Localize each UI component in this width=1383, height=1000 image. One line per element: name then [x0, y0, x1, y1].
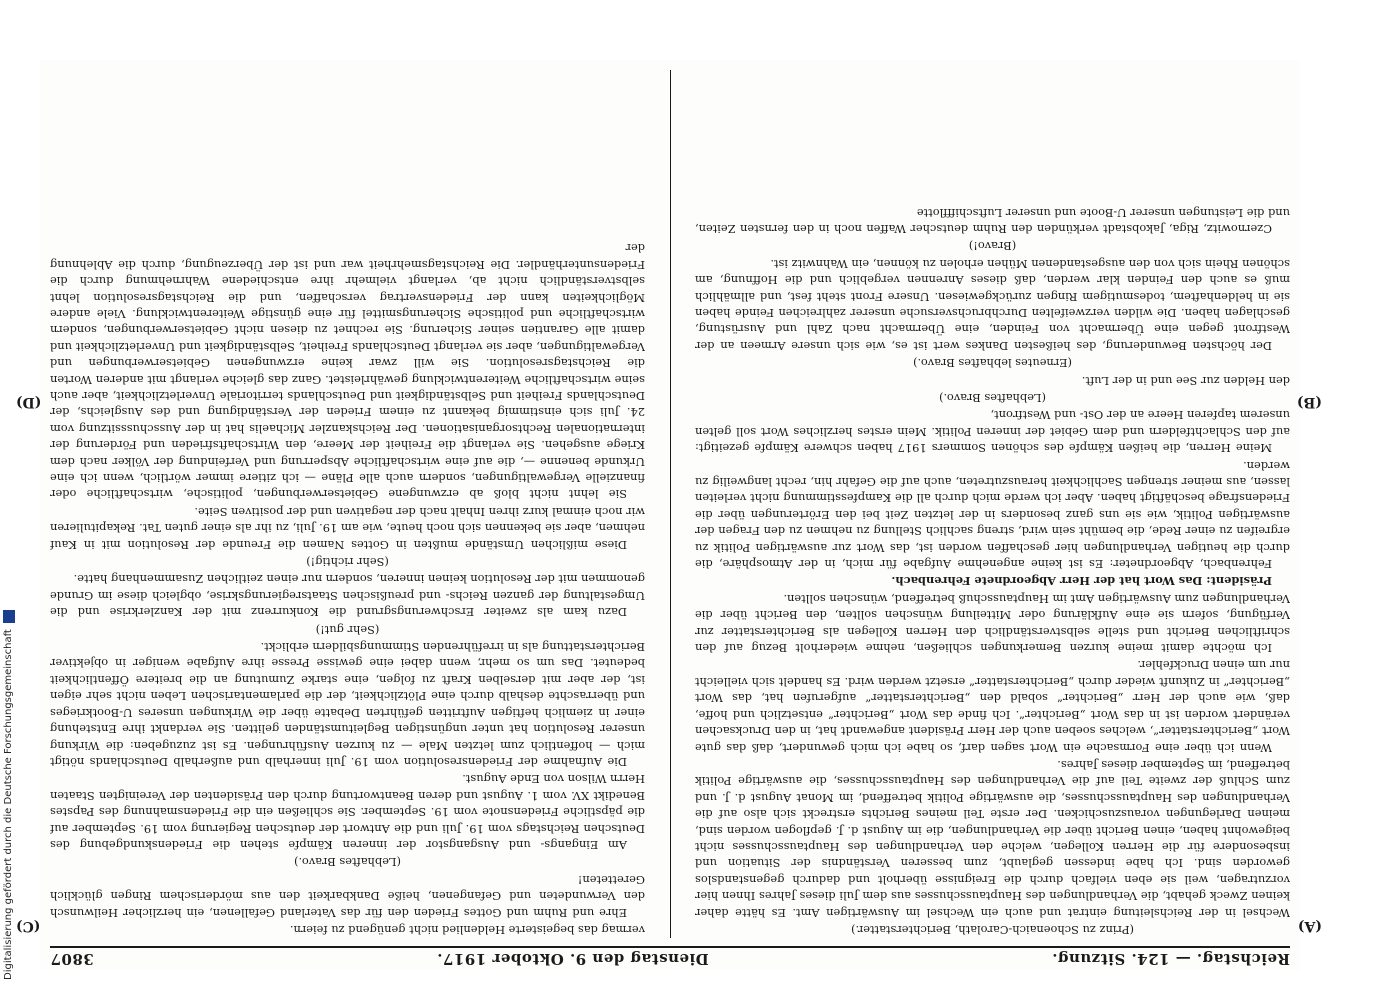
interjection: (Erneutes lebhaftes Bravo.) — [913, 356, 1072, 371]
paragraph: Ehre und Ruhm und Gottes Frieden den für das Vaterland Gefallenen, ein herzlicher Heilwunsch den Verwundeten und Gefangenen, heiße Dankbarkeit den aus mörderischem Ringen glücklich Geretteten! — [50, 872, 645, 920]
dfg-logo-icon — [3, 610, 15, 623]
interjection: (Lebhaftes Bravo.) — [939, 391, 1046, 405]
page-number: 3807 — [50, 950, 94, 968]
speaker-attribution: (Prinz zu Schoenaich-Carolath, Berichterstatter.) — [851, 923, 1135, 937]
running-head-date: Dienstag den 9. Oktober 1917. — [436, 950, 709, 968]
paragraph: Fehrenbach, Abgeordneter: Es ist keine angenehme Aufgabe für mich, in der Atmosphäre, die durch die heutigen Verhandlungen hier geschaffen worden ist, das Wort zur auswärtigen Politik zu ergreifen zu einer Rede, die bemüht sein wird, streng sachlich Stellung zu nehmen zu den Fragen der auswärtigen Politik, wie sie uns ganz besonders in der letzten Zeit bei den Erörterungen über die Friedensfrage beschäftigt haben. Aber ich werde mich durch all die Kampfesstimmung nicht verleiten lassen, aus meiner strengen Sachlichkeit herauszutreten, auch auf die Gefahr hin, recht langweilig zu werden. — [695, 458, 1290, 572]
paragraph: Czernowitz, Riga, Jakobstadt verkünden den Ruhm deutscher Waffen noch in den fernsten Zeiten, und die Leistungen unserer U-Boote und unserer Luftschiffflotte — [695, 205, 1290, 236]
paragraph: Ich möchte damit meine kurzen Bemerkungen schließen, nehme wiederholt Bezug auf den schriftlichen Bericht und stelle selbstverständlich den Herren Kollegen als Berichterstatter zur Verfügung, sofern sie eine Aufklärung oder Mitteilung wünschen sollten, den Bericht über die Verhandlungen zum Auswärtigen Amt im Hauptausschuß betreffend, wünschen sollten. — [695, 591, 1290, 656]
paragraph: Am Eingangs- und Ausgangstor der inneren Kämpfe stehen die Friedenskundgebung des Deutschen Reichstags vom 19. Juli und die Antwort der deutschen Regierung vom 19. September auf die päpstliche Friedensnote vom 19. September. Sie schließen ein die Friedensmahnung des Papstes Benedikt XV. vom 1. August und deren Beantwortung durch den Präsidenten der Vereinigten Staaten Herrn Wilson von Ende August. — [50, 772, 645, 852]
paragraph: Wechsel in der Reichsleitung eintrat und auch ein Wechsel im Auswärtigen Amt. Es hätte daher keinen Zweck gehabt, die Verhandlungen des Hauptausschusses aus dem Juli dieses Jahres Ihnen hier vorzutragen, weil sie eben vielfach durch die Ereignisse überholt und dadurch gegenstandslos geworden sind. Ich habe indessen geglaubt, zum besseren Verständnis der Situation und insbesondere für die Herren Kollegen, welche den Verhandlungen des Hauptausschusses nicht beigewohnt haben, einen Bericht über die Verhandlungen, die im August d. J. gepflogen worden sind, meinen Darlegungen vorauszuschicken. Der erste Teil meines Berichts erstreckt sich also auf die Verhandlungen des Hauptausschusses, die auswärtige Politik betreffend, im Monat August d. J. und zum Schluß der zweite Teil auf die Verhandlungen des Hauptausschusses, die auswärtige Politik betreffend, im September dieses Jahres. — [695, 757, 1290, 920]
running-head-left: Reichstag. — 124. Sitzung. — [1051, 950, 1290, 968]
margin-marker-d: (D) — [16, 394, 42, 410]
president-line: Präsident: Das Wort hat der Herr Abgeordnete Fehrenbach. — [891, 574, 1272, 589]
paragraph: Der höchsten Bewunderung, des heißesten Dankes wert ist es, wie sich unsere Armeen an der Westfront gegen eine Übermacht von Feinden, eine Übermacht nach Zahl und Ausrüstung, geschlagen haben. Die wilden verzweifelten Durchbruchsversuche unserer zahlreichen Feinde haben sie in heldenhaftem, todesmutigem Ringen zurückgewiesen. Unsere Front steht fest, und allmählich muß es auch den Feinden klar werden, daß dieses Anrennen vergeblich und die Hoffnung, am schönen Rhein sich von den ausgestandenen Mühen erholen zu können, ein Wahnwitz ist. — [695, 256, 1290, 353]
running-head — [50, 946, 1290, 970]
interjection: (Sehr gut!) — [315, 622, 380, 637]
digitization-credit — [2, 610, 16, 980]
paragraph: Sie lehnt nicht bloß ab erzwungene Gebietserwerbungen, politische, wirtschaftliche oder finanzielle Vergewaltigungen, sondern auch alle Pläne — ich zitiere immer wörtlich, wenn ich eine Urkunde benenne —, die auf eine wirtschaftliche Absperrung und Verfeindung der Völker nach dem Kriege ausgehen. Sie verlangt die Freiheit der Meere, den Wirtschaftsfrieden und Förderung der internationalen Rechtsorganisationen. Der Reichskanzler Michaelis hat in der Ausschusssitzung vom 24. Juli sich einstimmig bekannt zu einem Frieden der Verständigung und des Ausgleichs, der Deutschlands Freiheit und Selbständigkeit und Deutschlands territoriale Unverletzlichkeit, aber auch seine wirtschaftliche Weiterentwicklung gewährleistet. Ganz das gleiche verlangt mit anderen Worten die Reichstagsresolution. Sie will zwar keine erzwungenen Gebietserwerbungen und Vergewaltigungen, aber sie verlangt Deutschlands Freiheit, Selbständigkeit und Unverletzlichkeit und damit alle Garantien seiner Sicherung. Sie rechnet zu diesen nicht Gebietserwerbungen, sondern wirtschaftliche und politische Sicherungsmittel für eine günstige Weiterentwicklung. Viele andere Möglichkeiten kann der Friedensvertrag verschaffen, und die Reichstagsresolution lehnt selbstverständlich nicht ab, verlangt vielmehr ihre entschiedene Wahrnehmung durch die Friedensunterhändler. Die Reichstagsmehrheit war und ist der Überzeugung, durch die Ablehnung der — [50, 241, 645, 502]
paragraph: Dazu kam als zweiter Erschwerungsgrund die Konkurrenz mit der Kanzlerkrise und die Umgestaltung der ganzen Reichs- und preußischen Staatsregierungskrise, obgleich diese im Grunde genommen mit der Resolution keinen inneren, sondern nur einen zeitlichen Zusammenhang hatte. — [50, 572, 645, 620]
left-column — [695, 70, 1290, 938]
paragraph: den Helden zur See und in der Luft. — [1081, 373, 1290, 388]
margin-marker-c: (C) — [16, 918, 41, 934]
interjection: (Sehr richtig!) — [306, 555, 389, 570]
margin-marker-a: (A) — [1297, 918, 1322, 934]
paragraph: Diese mißlichen Umstände mußten in Gottes Namen die Freunde der Resolution mit in Kauf nehmen, aber sie bekennen sich noch heute, wie am 19. Juli, zu ihr als einer guten Tat. Rekapitulieren wir noch einmal kurz ihren Inhalt nach der negativen und der positiven Seite. — [50, 504, 645, 552]
paragraph: Die Aufnahme der Friedensresolution vom 19. Juli innerhalb und außerhalb Deutschlands nötigt mich — hoffentlich zum letzten Male — zu kurzen Ausführungen. Es ist zuzugeben: die Wirkung unserer Resolution hat unter ungünstigen Begleitumständen gelitten. Sie verdankt ihre Entstehung einer in ziemlich heftigen Auftritten geführten Debatte über die Wirkungen unseres U-Bootkrieges und überraschte deshalb durch eine Plötzlichkeit, der die parlamentarischen Leben nicht sehr eigen ist, der aber mit derselben Kraft zu folgen, eine starke Zumutung an die breitere Öffentlichkeit bedeutet. Das um so mehr, wenn dabei eine gewisse Presse ihre Aufgabe weniger in objektiver Berichterstattung als in irreführenden Stimmungsbildern erblickt. — [50, 640, 645, 769]
column-divider — [670, 70, 671, 938]
margin-marker-b: (B) — [1296, 394, 1322, 410]
interjection: (Bravo!) — [968, 239, 1017, 254]
right-column — [50, 70, 645, 938]
paragraph: vermag das begeisterte Heldenlied nicht genügend zu feiern. — [289, 923, 645, 937]
paragraph: Wenn ich über eine Formsache ein Wort sagen darf, so habe ich mich gewundert, daß das gute Wort „Berichterstatter“, welches soeben auch der Herr Präsident angewandt hat, in den Drucksachen verändert worden ist in das Wort „Berichter“. Ich finde das Wort „Berichter“ entsetzlich und hoffe, daß, wie auch der Herr „Berichter“ sobald den „Berichterstatter“ aufgerufen hat, das Wort „Berichter“ in Zukunft wieder durch „Berichterstatter“ ersetzt werden wird. Es handelt sich vielleicht nur um einen Druckfehler. — [695, 658, 1290, 755]
document-sheet — [16, 60, 1322, 970]
credit-text: Digitalisierung gefördert durch die Deutsche Forschungsgemeinschaft — [3, 629, 14, 980]
paragraph: Meine Herren, die heißen Kämpfe des schönen Sommers 1917 haben schwere Kämpfe gezeitigt: auf den Schlachtfeldern und dem Gebiet der inneren Politik. Mein erstes herzliches Wort soll gelten unserem tapferen Heere an der Ost- und Westfront, — [695, 408, 1290, 456]
interjection: (Lebhaftes Bravo.) — [294, 855, 401, 870]
